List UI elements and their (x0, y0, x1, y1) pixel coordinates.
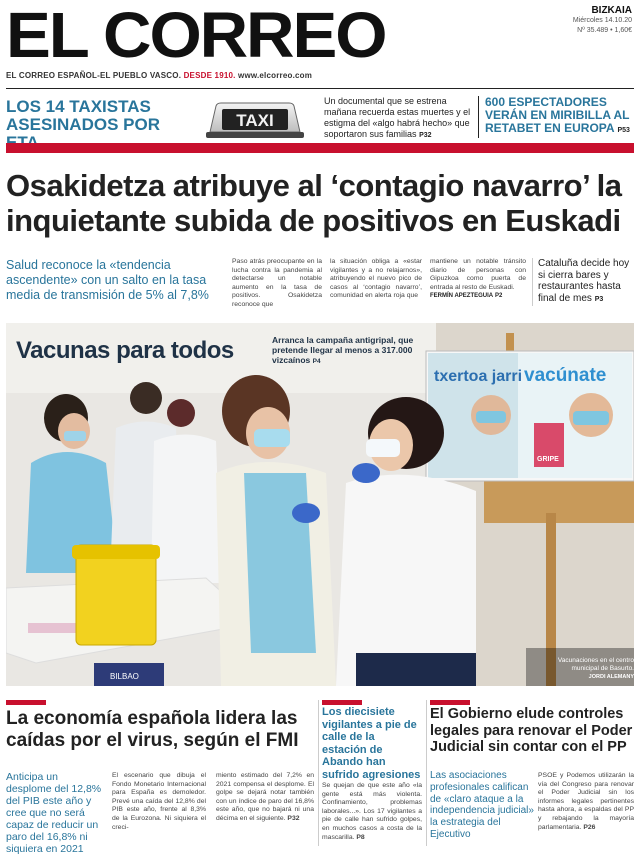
teaser-documental-page: P32 (419, 132, 432, 139)
section-red-bar (6, 143, 634, 153)
lead-body-col3-text: mantiene un notable tránsito diario de personas con Gipuzkoa como puerta de entrada al resto de Euskadi. (430, 258, 526, 291)
lead-byline: FERMÍN APEZTEGUIA (430, 293, 494, 300)
photo-subtitle (272, 335, 432, 367)
story-judicial-body (538, 772, 634, 832)
lead-byline-page: P2 (495, 293, 503, 300)
taxi-sign-icon (202, 100, 308, 140)
teaser-divider (478, 96, 479, 138)
story2-red-tab (322, 700, 362, 705)
lead-headline[interactable]: Osakidetza atribuye al ‘contagio navarro’ la inquietante subida de positivos en Euskadi (6, 168, 622, 238)
tagline-since: DESDE 1910. (183, 71, 236, 80)
photo-subtitle-text: Arranca la campaña antigripal, que pretende llegar al menos a 317.000 vizcaínos (272, 335, 414, 365)
teaser-documental[interactable] (324, 96, 474, 141)
photo-title[interactable]: Vacunas para todos (16, 337, 234, 364)
story-economia-deck: Anticipa un desplome del 12,8% del PIB este año y cree que no será capaz de reducir un paro del 16,8% ni siquiera en 2021 (6, 771, 102, 855)
story-abando-body (322, 782, 422, 842)
masthead-logo: EL CORREO (6, 0, 386, 71)
bottom-divider-1 (318, 700, 319, 846)
poster-right-text: vacúnate (524, 365, 607, 386)
story-judicial-deck: Las asociaciones profesionales califican de «claro ataque a la independencia judicial» la estrategia del Ejecutivo (430, 770, 534, 840)
masthead-tagline (6, 71, 312, 80)
story-economia-headline[interactable]: La economía española lidera las caídas por el virus, según el FMI (6, 708, 299, 751)
tagline-text: EL CORREO ESPAÑOL-EL PUEBLO VASCO. (6, 71, 182, 80)
taxi-sign-text: TAXI (236, 111, 274, 130)
story3-red-tab (430, 700, 470, 705)
photo-credit: JORDI ALEMANY (588, 674, 634, 680)
photo-subtitle-page: P4 (312, 358, 321, 365)
story-abando-page: P8 (356, 833, 365, 841)
story-economia-body-a: El escenario que dibuja el Fondo Monetario Internacional para España es demoledor. Prevé una caída del 12,8% del PIB este año, frente al 8,3% de la Eurozona. Ni siquiera el creci- (112, 772, 206, 831)
poster-small-text: GRIPE (537, 456, 559, 463)
edition-region: BIZKAIA (591, 5, 632, 16)
bin-label: BILBAO (110, 672, 139, 681)
teaser-retabet[interactable] (485, 96, 635, 137)
story-judicial-headline[interactable]: El Gobierno elude controles legales para renovar el Poder Judicial sin contar con el PP (430, 706, 633, 755)
story-economia-page: P32 (287, 814, 300, 822)
story-economia-body-b-text: miento estimado del 7,2% en 2021 compensa el desplome. El golpe se dejará notar también con un índice de paro del 16,8% este año, que no bajará ni una décima en el siguiente. (216, 772, 314, 822)
lead-body-col2: la situación obliga a «estar vigilantes y a no relajarnos», atribuyendo el nuevo pico de casos al ‘contagio navarro’, comunidad en alerta roja que (330, 258, 422, 300)
edition-info (573, 6, 632, 36)
story-judicial-body-text: PSOE y Podemos utilizarán la vía del Congreso para renovar el Poder Judicial sin los informes legales pertinentes hasta ahora, a espaldas del PP y rebajando la mayoría parlamentaria. (538, 772, 634, 831)
edition-number: Nº 35.489 • 1,60€ (577, 27, 632, 34)
lead-body-col3 (430, 258, 526, 301)
tagline-site: www.elcorreo.com (238, 71, 313, 80)
teaser-taxistas[interactable]: LOS 14 TAXISTAS ASESINADOS POR (6, 97, 160, 134)
bottom-divider-2 (426, 700, 427, 846)
edition-date: Miércoles 14.10.20 (572, 17, 632, 24)
vaccination-photo (6, 323, 634, 686)
masthead-divider (6, 88, 634, 89)
side-cataluna-page: P3 (594, 295, 604, 303)
story-economia-body-b (216, 772, 314, 824)
story-judicial-page: P26 (583, 823, 596, 831)
story-abando-body-text: Se quejan de que este año «la gente está más violenta. Confinamiento, problemas laborales...». Los 17 vigilantes a pie de calle han sufrido golpes, en muchos casos a costa de la mascarilla. (322, 782, 422, 841)
lead-body-col1: Paso atrás preocupante en la lucha contra la pandemia al detectarse un notable aumento en la tasa de positivos. Osakidetza reconoce que (232, 258, 322, 308)
teaser-retabet-page: P53 (617, 127, 630, 134)
lead-deck: Salud reconoce la «tendencia ascendente» con un salto en la tasa media de transmisión de 5% al 7,8% (6, 258, 209, 302)
teaser-documental-text: Un documental que se estrena mañana recuerda estas muertes y el estigma del «algo habrá hecho» que soportaron sus familias (324, 96, 471, 139)
poster-left-text: txertoa jarri (434, 368, 523, 385)
story-abando-headline[interactable]: Los diecisiete vigilantes a pie de calle de la estación de Abando han sufrido agresiones (322, 706, 421, 781)
side-cataluna-text: Cataluña decide hoy si cierra bares y restaurantes hasta final de mes (538, 258, 630, 304)
story1-red-tab (6, 700, 46, 705)
photo-caption-text: Vacunaciones en el centro municipal de Basurto. (557, 657, 634, 672)
teaser-retabet-text: 600 ESPECTADORES VERÁN EN MIRIBILLA AL RETABET EN EUROPA (485, 95, 630, 135)
side-divider (532, 258, 533, 306)
side-cataluna[interactable] (538, 258, 634, 305)
photo-caption (530, 657, 634, 681)
